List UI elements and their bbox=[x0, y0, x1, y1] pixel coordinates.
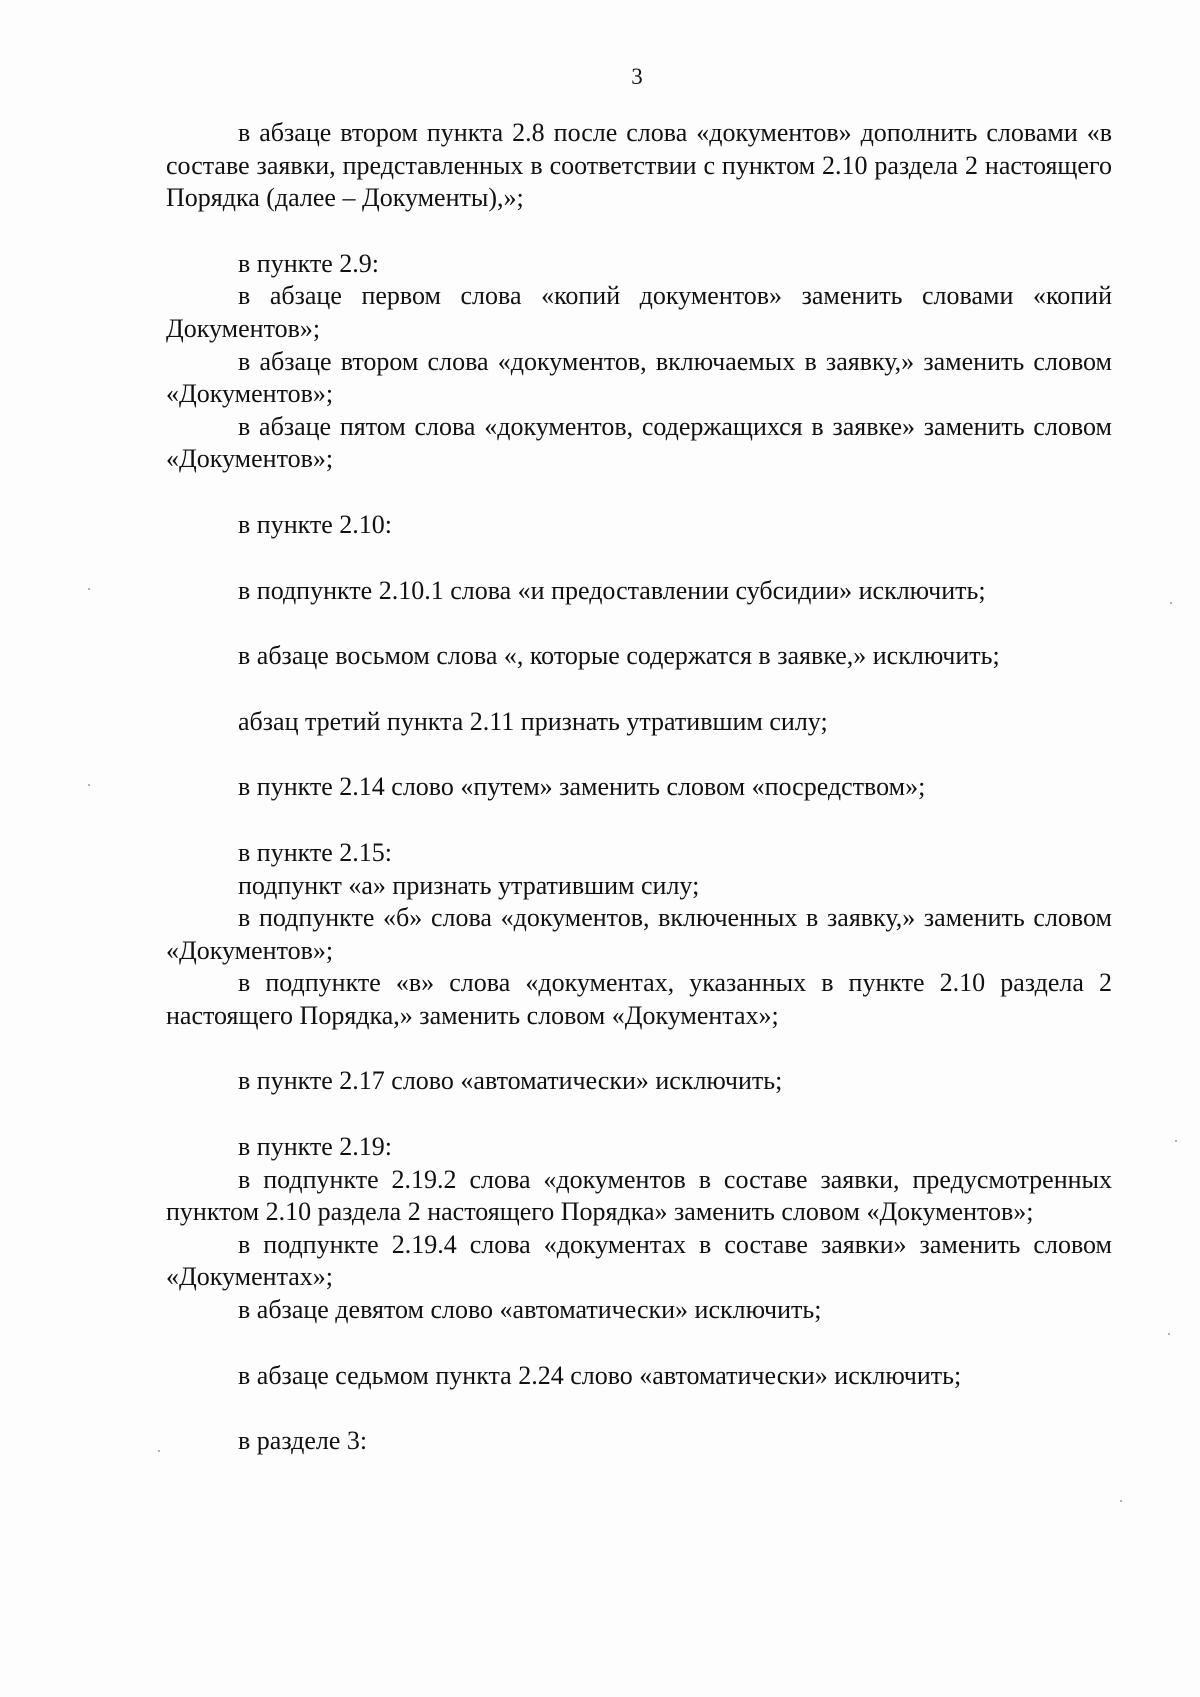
page-number: 3 bbox=[631, 64, 643, 89]
scan-speck bbox=[1168, 1333, 1170, 1335]
paragraph-2-15-heading: в пункте 2.15: bbox=[238, 837, 393, 867]
paragraph-2-15-a: подпункт «а» признать утратившим силу; bbox=[238, 870, 700, 900]
paragraph-2-9-first: в абзаце первом слова «копий документов» заменить словами «копий Документов»; bbox=[166, 281, 1112, 343]
paragraph-2-19-ninth: в абзаце девятом слово «автоматически» исключить; bbox=[238, 1295, 822, 1325]
paragraph-2-9-second: в абзаце втором слова «документов, включаемых в заявку,» заменить словом «Документов»; bbox=[166, 346, 1112, 409]
scan-speck bbox=[158, 1450, 160, 1452]
paragraph-2-24: в абзаце седьмом пункта 2.24 слово «автоматически» исключить; bbox=[238, 1360, 962, 1390]
paragraph-2-15-v: в подпункте «в» слова «документах, указанных в пункте 2.10 раздела 2 настоящего Порядка,» заменить словом «Документах»; bbox=[166, 968, 1112, 1030]
paragraph-2-17: в пункте 2.17 слово «автоматически» исключить; bbox=[238, 1066, 783, 1096]
paragraph-2-9-fifth: в абзаце пятом слова «документов, содержащихся в заявке» заменить словом «Документов»; bbox=[166, 411, 1112, 474]
scan-speck bbox=[1170, 602, 1172, 604]
paragraph-2-10-heading: в пункте 2.10: bbox=[238, 509, 393, 539]
paragraph-2-11: абзац третий пункта 2.11 признать утратившим силу; bbox=[238, 706, 828, 736]
paragraph-2-14: в пункте 2.14 слово «путем» заменить словом «посредством»; bbox=[238, 772, 926, 802]
paragraph-2-19-4: в подпункте 2.19.4 слова «документах в составе заявки» заменить словом «Документах»; bbox=[166, 1229, 1112, 1292]
paragraph-2-10-1: в подпункте 2.10.1 слова «и предоставлении субсидии» исключить; bbox=[238, 575, 986, 605]
paragraph-2-19-2: в подпункте 2.19.2 слова «документов в составе заявки, предусмотренных пунктом 2.10 раздела 2 настоящего Порядка» заменить словом «Документов»; bbox=[166, 1164, 1112, 1227]
paragraph-section-3: в разделе 3: bbox=[238, 1426, 368, 1456]
paragraph-2-9-heading: в пункте 2.9: bbox=[238, 248, 380, 278]
paragraph-2-8-amendment: в абзаце втором пункта 2.8 после слова «документов» дополнить словами «в составе заявки, представленных в соответствии с пунктом 2.10 раздела 2 настоящего Порядка (далее – Документы),»; bbox=[166, 118, 1112, 213]
paragraph-2-10-eighth: в абзаце восьмом слова «, которые содержатся в заявке,» исключить; bbox=[238, 641, 1000, 671]
document-text bbox=[166, 117, 1112, 1458]
paragraph-2-15-b: в подпункте «б» слова «документов, включенных в заявку,» заменить словом «Документов»; bbox=[166, 903, 1112, 965]
scan-speck bbox=[1175, 1140, 1177, 1142]
scan-speck bbox=[88, 784, 90, 786]
scan-speck bbox=[88, 588, 90, 590]
scan-speck bbox=[1120, 1500, 1122, 1502]
paragraph-2-19-heading: в пункте 2.19: bbox=[238, 1132, 393, 1162]
